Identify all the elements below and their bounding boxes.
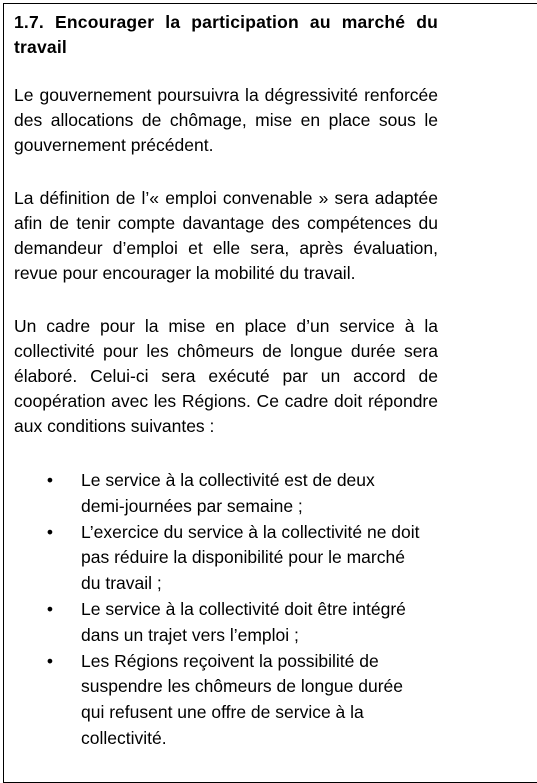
list-item (40, 468, 420, 520)
list-item (40, 597, 420, 649)
list-item-text: Le service à la collectivité doit être intégré dans un trajet vers l’emploi ; (81, 598, 406, 645)
paragraph-community-service-framework: Un cadre pour la mise en place d’un service à la collectivité pour les chômeurs de longue durée sera élaboré. Celui-ci sera exécuté par un accord de coopération avec les Régions. Ce cadre doit répondre aux conditions suivantes : (14, 316, 438, 436)
paragraph-suitable-employment: La définition de l’« emploi convenable » sera adaptée afin de tenir compte davantage des compétences du demandeur d’emploi et elle sera, après évaluation, revue pour encourager la mobilité du travail. (14, 188, 438, 283)
list-item (40, 520, 420, 597)
bullet-icon: • (46, 650, 54, 671)
bullet-icon: • (46, 470, 54, 490)
bullet-icon: • (46, 598, 54, 619)
list-item (40, 649, 420, 752)
section-heading: 1.7. Encourager la participation au marché du travail (14, 12, 438, 57)
conditions-list (40, 468, 420, 752)
list-item-text: Le service à la collectivité est de deux demi-journées par semaine ; (81, 470, 375, 516)
list-item-text: Les Régions reçoivent la possibilité de suspendre les chômeurs de longue durée qui refusent une offre de service à la collectivité. (81, 650, 404, 748)
bullet-icon: • (46, 521, 54, 542)
paragraph-degressivity: Le gouvernement poursuivra la dégressivité renforcée des allocations de chômage, mise en place sous le gouvernement précédent. (14, 85, 438, 155)
list-item-text: L’exercice du service à la collectivité ne doit pas réduire la disponibilité pour le marché du travail ; (81, 521, 420, 594)
